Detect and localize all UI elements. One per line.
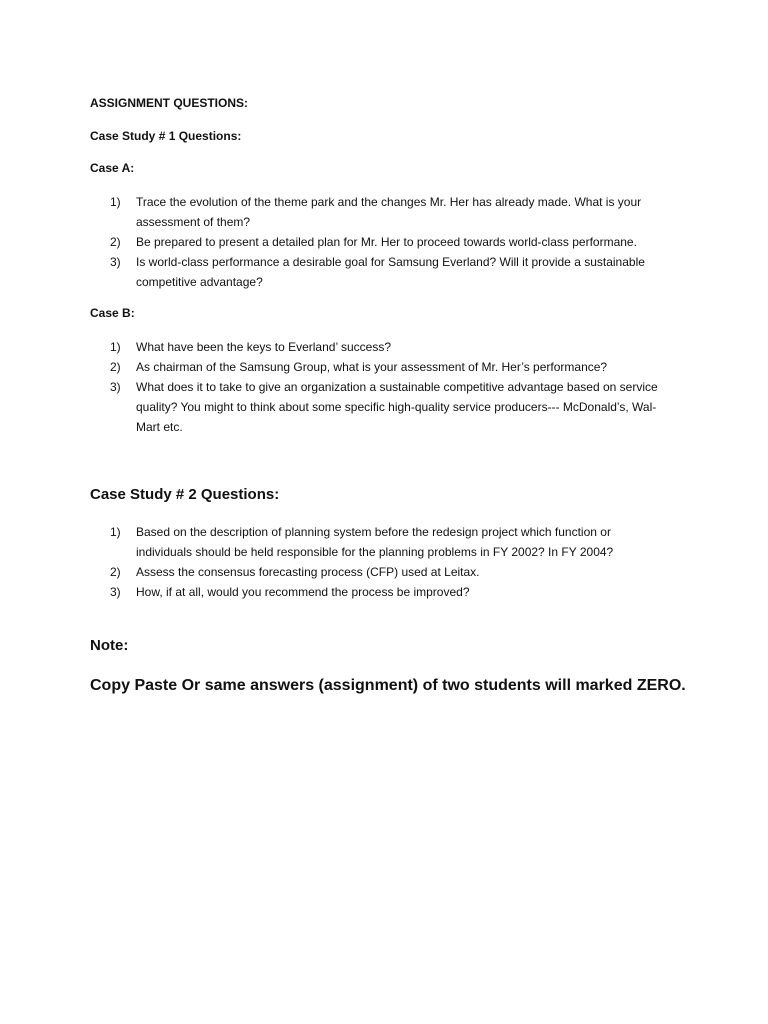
question-text: What have been the keys to Everland’ success? [136,340,392,354]
list-item [110,357,670,377]
case-a-question-list [110,192,670,292]
question-text: How, if at all, would you recommend the process be improved? [136,585,470,599]
question-text: As chairman of the Samsung Group, what is your assessment of Mr. Her’s performance? [136,360,608,374]
list-item [110,232,670,252]
case-study-2-title: Case Study # 2 Questions: [90,486,280,503]
question-text: Trace the evolution of the theme park and the changes Mr. Her has already made. What is your assessment of them? [136,195,642,229]
question-number: 2) [110,235,121,249]
case-study-1-title: Case Study # 1 Questions: [90,129,242,143]
list-item [110,337,670,357]
case-b-question-list [110,337,670,437]
list-item [110,582,670,602]
question-number: 1) [110,195,121,209]
list-item [110,252,670,292]
list-item [110,377,670,437]
question-text: Be prepared to present a detailed plan for Mr. Her to proceed towards world-class performane. [136,235,637,249]
question-text: Is world-class performance a desirable goal for Samsung Everland? Will it provide a sustainable competitive advantage? [136,255,645,289]
case-study-2-question-list [110,522,670,602]
list-item [110,562,670,582]
case-a-label: Case A: [90,161,135,175]
question-text: What does it to take to give an organization a sustainable competitive advantage based on service quality? You might to think about some specific high-quality service producers--- McDonald’s, Wal-Mart etc. [136,380,658,434]
question-number: 1) [110,340,121,354]
list-item [110,522,670,562]
list-item [110,192,670,232]
question-text: Assess the consensus forecasting process (CFP) used at Leitax. [136,565,480,579]
case-b-label: Case B: [90,306,135,320]
question-number: 2) [110,360,121,374]
note-text: Copy Paste Or same answers (assignment) of two students will marked ZERO. [90,677,686,694]
question-number: 2) [110,565,121,579]
question-number: 1) [110,525,121,539]
question-number: 3) [110,380,121,394]
question-number: 3) [110,255,121,269]
assignment-title: ASSIGNMENT QUESTIONS: [90,96,249,110]
question-number: 3) [110,585,121,599]
question-text: Based on the description of planning system before the redesign project which function or individuals should be held responsible for the planning problems in FY 2002? In FY 2004? [136,525,614,559]
note-label: Note: [90,637,129,654]
